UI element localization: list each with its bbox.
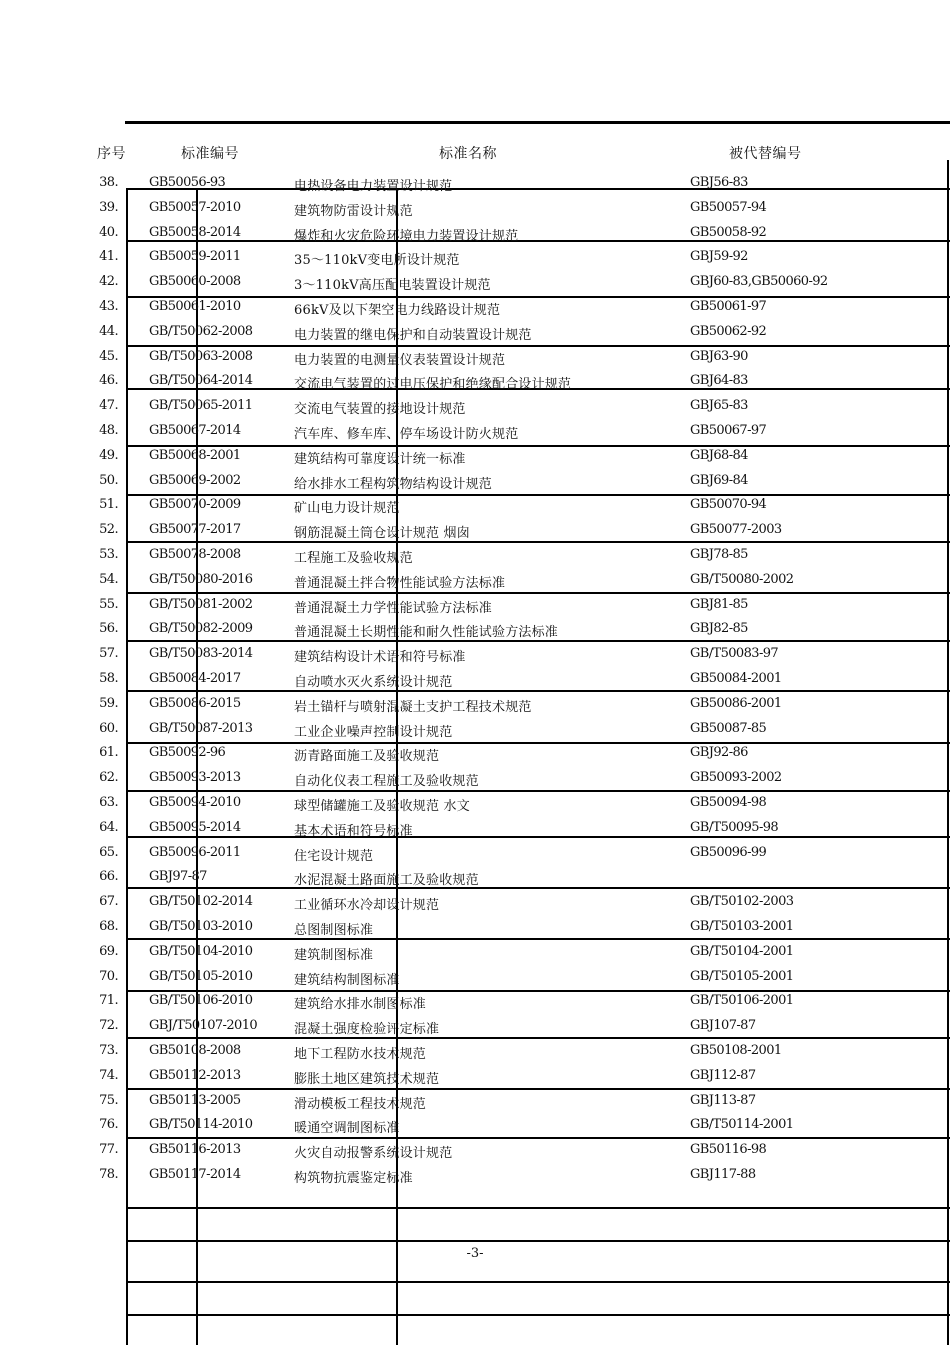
standard-name: 汽车库、修车库、停车场设计防火规范	[294, 427, 519, 442]
row-number: 65.	[99, 844, 118, 860]
standard-code: GB/T50105-2010	[149, 968, 253, 984]
standard-name: 电热设备电力装置设计规范	[294, 179, 453, 194]
table-row	[0, 894, 950, 918]
standard-name: 住宅设计规范	[294, 848, 374, 864]
replaced-code: GBJ82-85	[690, 621, 748, 637]
standard-name: 地下工程防水技术规范	[294, 1047, 427, 1062]
replaced-code: GBJ78-85	[690, 547, 748, 562]
table-row	[0, 1142, 950, 1166]
replaced-code: GB/T50114-2001	[690, 1117, 794, 1133]
standard-code: GB50078-2008	[149, 547, 241, 562]
standard-name: 自动化仪表工程施工及验收规范	[294, 774, 479, 790]
table-row	[0, 473, 950, 497]
row-number: 47.	[99, 398, 118, 414]
standard-name: 滑动模板工程技术规范	[294, 1096, 427, 1112]
replaced-code: GBJ59-92	[690, 249, 748, 265]
standard-name: 普通混凝土长期性能和耐久性能试验方法标准	[294, 625, 559, 641]
row-number: 41.	[99, 249, 118, 265]
standard-name: 膨胀土地区建筑技术规范	[294, 1071, 440, 1087]
table-row	[0, 225, 950, 249]
grid-horizontal-line	[126, 1240, 950, 1242]
row-number: 64.	[99, 819, 118, 835]
standard-name: 交流电气装置的过电压保护和绝缘配合设计规范	[294, 377, 572, 393]
standard-code: GB50084-2017	[149, 671, 241, 686]
replaced-code: GB50061-97	[690, 299, 767, 314]
row-number: 38.	[99, 175, 118, 190]
standard-code: GB/T50065-2011	[149, 398, 253, 414]
standard-name: 35～110kV变电所设计规范	[294, 253, 460, 269]
standard-name: 沥青路面施工及验收规范	[294, 749, 440, 765]
table-row	[0, 671, 950, 695]
grid-horizontal-line	[126, 1281, 950, 1283]
standard-code: GB50117-2014	[149, 1167, 241, 1182]
standard-name: 建筑结构制图标准	[294, 972, 400, 988]
row-number: 56.	[99, 621, 118, 637]
replaced-code: GBJ81-85	[690, 596, 748, 612]
standard-name: 给水排水工程构筑物结构设计规范	[294, 476, 493, 492]
row-number: 50.	[99, 472, 118, 488]
table-row	[0, 398, 950, 422]
table-row	[0, 572, 950, 596]
standard-code: GB50093-2013	[149, 770, 241, 786]
table-row	[0, 349, 950, 373]
row-number: 59.	[99, 695, 118, 711]
replaced-code: GBJ60-83,GB50060-92	[690, 274, 828, 290]
standard-code: GB50108-2008	[149, 1043, 241, 1058]
replaced-code: GB/T50080-2002	[690, 571, 794, 587]
standard-code: GB/T50063-2008	[149, 348, 253, 364]
row-number: 43.	[99, 299, 118, 314]
row-number: 72.	[99, 1018, 118, 1034]
table-row	[0, 621, 950, 645]
table-row	[0, 324, 950, 348]
standard-name: 基本术语和符号标准	[294, 823, 413, 839]
row-number: 51.	[99, 497, 118, 513]
replaced-code: GB50087-85	[690, 720, 767, 736]
table-row	[0, 745, 950, 769]
row-number: 40.	[99, 224, 118, 240]
replaced-code: GB/T50105-2001	[690, 968, 794, 984]
replaced-code: GB50116-98	[690, 1142, 767, 1158]
standard-code: GB50112-2013	[149, 1067, 241, 1083]
replaced-code: GBJ64-83	[690, 373, 748, 389]
page-number: -3-	[466, 1246, 484, 1261]
row-number: 73.	[99, 1043, 118, 1058]
standard-code: GB50077-2017	[149, 522, 241, 538]
table-row	[0, 1043, 950, 1067]
table-row	[0, 547, 950, 571]
row-number: 75.	[99, 1092, 118, 1108]
standard-name: 岩土锚杆与喷射混凝土支护工程技术规范	[294, 699, 532, 715]
table-row	[0, 795, 950, 819]
replaced-code: GB/T50104-2001	[690, 943, 794, 959]
row-number: 54.	[99, 571, 118, 587]
replaced-code: GB50094-98	[690, 795, 767, 810]
standard-name: 交流电气装置的接地设计规范	[294, 402, 466, 418]
table-row	[0, 646, 950, 670]
row-number: 78.	[99, 1167, 118, 1182]
header-code: 标准编号	[181, 146, 239, 162]
row-number: 70.	[99, 968, 118, 984]
standard-code: GB50092-96	[149, 745, 226, 761]
standard-code: GB50070-2009	[149, 497, 241, 513]
table-row	[0, 845, 950, 869]
table-row	[0, 597, 950, 621]
standard-code: GB50068-2001	[149, 447, 241, 463]
row-number: 66.	[99, 869, 118, 885]
table-row	[0, 448, 950, 472]
row-number: 45.	[99, 348, 118, 364]
standard-name: 自动喷水灭火系统设计规范	[294, 675, 453, 690]
standard-code: GB/T50080-2016	[149, 571, 253, 587]
standard-name: 建筑给水排水制图标准	[294, 997, 427, 1013]
row-number: 76.	[99, 1117, 118, 1133]
replaced-code: GBJ113-87	[690, 1092, 756, 1108]
table-row	[0, 522, 950, 546]
table-row	[0, 1117, 950, 1141]
row-number: 74.	[99, 1067, 118, 1083]
standard-code: GB50061-2010	[149, 299, 241, 314]
row-number: 49.	[99, 447, 118, 463]
replaced-code: GBJ117-88	[690, 1167, 756, 1182]
standard-name: 66kV及以下架空电力线路设计规范	[294, 303, 501, 318]
row-number: 55.	[99, 596, 118, 612]
replaced-code: GBJ68-84	[690, 447, 748, 463]
replaced-code: GBJ112-87	[690, 1067, 756, 1083]
table-row	[0, 696, 950, 720]
row-number: 68.	[99, 919, 118, 934]
table-row	[0, 869, 950, 893]
standard-code: GB50116-2013	[149, 1142, 241, 1158]
replaced-code: GBJ65-83	[690, 398, 748, 414]
table-row	[0, 1018, 950, 1042]
standard-name: 火灾自动报警系统设计规范	[294, 1146, 453, 1162]
replaced-code: GB50084-2001	[690, 671, 782, 686]
standard-code: GB50069-2002	[149, 472, 241, 488]
standard-code: GB/T50083-2014	[149, 646, 253, 662]
replaced-code: GBJ56-83	[690, 175, 748, 190]
standard-name: 爆炸和火灾危险环境电力装置设计规范	[294, 228, 519, 244]
replaced-code: GBJ63-90	[690, 348, 748, 364]
table-row	[0, 299, 950, 323]
row-number: 44.	[99, 323, 118, 339]
table-row	[0, 373, 950, 397]
top-rule	[125, 121, 950, 124]
standard-code: GB/T50064-2014	[149, 373, 253, 389]
standard-name: 工业循环水冷却设计规范	[294, 898, 440, 914]
replaced-code: GBJ107-87	[690, 1018, 756, 1034]
table-row	[0, 200, 950, 224]
row-number: 62.	[99, 770, 118, 786]
table-row	[0, 993, 950, 1017]
standard-code: GB/T50114-2010	[149, 1117, 253, 1133]
replaced-code: GBJ69-84	[690, 472, 748, 488]
standard-name: 建筑结构设计术语和符号标准	[294, 650, 466, 666]
standard-code: GB50094-2010	[149, 795, 241, 810]
standard-code: GB/T50104-2010	[149, 943, 253, 959]
standard-name: 工程施工及验收规范	[294, 551, 413, 566]
table-row	[0, 969, 950, 993]
standard-name: 3～110kV高压配电装置设计规范	[294, 278, 491, 294]
replaced-code: GB/T50095-98	[690, 819, 779, 835]
replaced-code: GB/T50083-97	[690, 646, 779, 662]
standard-code: GB/T50081-2002	[149, 596, 253, 612]
replaced-code: GB50108-2001	[690, 1043, 782, 1058]
table-row	[0, 274, 950, 298]
standard-name: 普通混凝土力学性能试验方法标准	[294, 600, 493, 616]
standard-name: 普通混凝土拌合物性能试验方法标准	[294, 575, 506, 591]
replaced-code: GB/T50106-2001	[690, 993, 794, 1009]
standard-code: GB50095-2014	[149, 819, 241, 835]
standard-code: GB/T50102-2014	[149, 894, 253, 910]
standard-name: 总图制图标准	[294, 923, 374, 938]
standard-code: GB50067-2014	[149, 423, 241, 438]
standard-name: 电力装置的电测量仪表装置设计规范	[294, 352, 506, 368]
replaced-code: GB50086-2001	[690, 695, 782, 711]
row-number: 67.	[99, 894, 118, 910]
row-number: 71.	[99, 993, 118, 1009]
row-number: 39.	[99, 199, 118, 215]
standard-code: GB50057-2010	[149, 199, 241, 215]
standard-code: GB50058-2014	[149, 224, 241, 240]
row-number: 77.	[99, 1142, 118, 1158]
standard-name: 暖通空调制图标准	[294, 1121, 400, 1137]
table-row	[0, 175, 950, 199]
standard-name: 水泥混凝土路面施工及验收规范	[294, 873, 479, 889]
row-number: 63.	[99, 795, 118, 810]
standard-code: GB/T50082-2009	[149, 621, 253, 637]
table-row	[0, 1068, 950, 1092]
standard-code: GB50113-2005	[149, 1092, 241, 1108]
standard-name: 混凝土强度检验评定标准	[294, 1022, 440, 1038]
table-row	[0, 249, 950, 273]
standard-name: 构筑物抗震鉴定标准	[294, 1171, 413, 1186]
standard-code: GB50060-2008	[149, 274, 241, 290]
table-row	[0, 919, 950, 943]
row-number: 52.	[99, 522, 118, 538]
row-number: 53.	[99, 547, 118, 562]
standard-code: GB/T50103-2010	[149, 919, 253, 934]
standard-code: GB50056-93	[149, 175, 226, 190]
row-number: 42.	[99, 274, 118, 290]
standard-code: GB50096-2011	[149, 844, 241, 860]
table-row	[0, 497, 950, 521]
standard-code: GB/T50087-2013	[149, 720, 253, 736]
replaced-code: GB50096-99	[690, 844, 767, 860]
table-row	[0, 770, 950, 794]
row-number: 60.	[99, 720, 118, 736]
replaced-code: GB/T50102-2003	[690, 894, 794, 910]
replaced-code: GBJ92-86	[690, 745, 748, 761]
replaced-code: GB/T50103-2001	[690, 919, 794, 934]
standard-code: GB/T50062-2008	[149, 323, 253, 339]
row-number: 61.	[99, 745, 118, 761]
standard-name: 矿山电力设计规范	[294, 501, 400, 517]
standard-code: GBJ97-87	[149, 869, 207, 885]
standard-name: 球型储罐施工及验收规范 水文	[294, 799, 470, 814]
grid-horizontal-line	[126, 1207, 950, 1209]
table-row	[0, 820, 950, 844]
header-replaced: 被代替编号	[729, 146, 802, 162]
replaced-code: GB50058-92	[690, 224, 767, 240]
replaced-code: GB50077-2003	[690, 522, 782, 538]
replaced-code: GB50093-2002	[690, 770, 782, 786]
replaced-code: GB50070-94	[690, 497, 767, 513]
row-number: 57.	[99, 646, 118, 662]
replaced-code: GB50057-94	[690, 199, 767, 215]
row-number: 58.	[99, 671, 118, 686]
standard-name: 电力装置的继电保护和自动装置设计规范	[294, 327, 532, 343]
table-row	[0, 423, 950, 447]
standard-code: GB/T50106-2010	[149, 993, 253, 1009]
header-no: 序号	[97, 146, 126, 162]
standard-name: 建筑制图标准	[294, 947, 374, 963]
table-row	[0, 1167, 950, 1191]
standard-name: 建筑结构可靠度设计统一标准	[294, 451, 466, 467]
row-number: 46.	[99, 373, 118, 389]
table-row	[0, 944, 950, 968]
grid-horizontal-line	[126, 1314, 950, 1316]
row-number: 48.	[99, 423, 118, 438]
standard-code: GB50059-2011	[149, 249, 241, 265]
standard-name: 工业企业噪声控制设计规范	[294, 724, 453, 740]
table-row	[0, 1093, 950, 1117]
standard-code: GBJ/T50107-2010	[149, 1018, 258, 1034]
replaced-code: GB50062-92	[690, 323, 767, 339]
standard-code: GB50086-2015	[149, 695, 241, 711]
replaced-code: GB50067-97	[690, 423, 767, 438]
table-row	[0, 721, 950, 745]
standard-name: 钢筋混凝土筒仓设计规范 烟囱	[294, 526, 470, 542]
standard-name: 建筑物防雷设计规范	[294, 203, 413, 219]
row-number: 69.	[99, 943, 118, 959]
header-name: 标准名称	[439, 146, 497, 162]
